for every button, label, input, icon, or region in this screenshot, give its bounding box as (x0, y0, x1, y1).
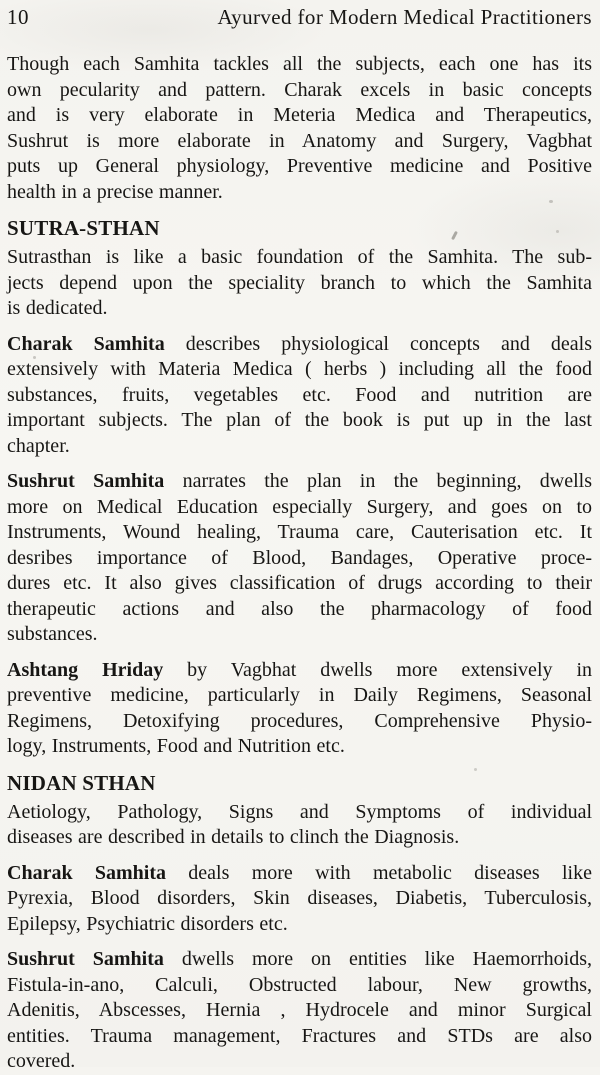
text-line (7, 597, 592, 623)
text-line (7, 154, 592, 180)
text-segment: diseases are described in details to clinch the Diagnosis. (7, 826, 460, 848)
text-line (7, 469, 592, 495)
text-segment: desribes importance of Blood, Bandages, Operative proce- (7, 546, 592, 569)
text-segment: dwells more on entities like Haemorrhoids, (163, 948, 593, 970)
text-segment: deals more with metabolic diseases like (166, 861, 592, 884)
bold-lead-in: Sushrut Samhita (7, 948, 164, 970)
text-segment: logy, Instruments, Food and Nutrition etc. (7, 735, 345, 757)
paragraph (7, 332, 592, 460)
text-segment: preventive medicine, particularly in Daily Regimens, Seasonal (7, 684, 592, 706)
paragraph (7, 245, 592, 322)
text-line (7, 383, 592, 409)
text-line (7, 357, 592, 383)
text-segment: important subjects. The plan of the book is put up in the last (7, 409, 592, 431)
bold-lead-in: Charak Samhita (7, 332, 165, 355)
bold-lead-in: Ashtang Hriday (7, 658, 164, 681)
text-segment: jects depend upon the speciality branch to which the Samhita (7, 271, 592, 294)
text-segment: narrates the plan in the beginning, dwells (164, 470, 593, 492)
text-line (7, 825, 592, 851)
text-segment: Though each Samhita tackles all the subjects, each one has its (7, 53, 592, 75)
text-segment: Adenitis, Abscesses, Hernia , Hydrocele and minor Surgical (7, 999, 592, 1021)
text-line (7, 622, 592, 648)
paragraph (7, 658, 592, 760)
text-line (7, 332, 592, 358)
section-heading: NIDAN STHAN (7, 770, 156, 795)
text-segment: extensively with Materia Medica ( herbs ) including all the food (7, 358, 592, 380)
paragraph (7, 947, 592, 1075)
text-line (7, 658, 592, 684)
text-line (7, 947, 592, 973)
paragraph (7, 861, 592, 938)
paragraph (7, 800, 592, 851)
page-number: 10 (7, 5, 29, 29)
text-line (7, 520, 592, 546)
text-line (7, 886, 592, 912)
text-line (7, 129, 592, 155)
text-segment: substances. (7, 623, 98, 645)
text-line (7, 495, 592, 521)
text-segment: Pyrexia, Blood disorders, Skin diseases, Diabetis, Tuberculosis, (7, 887, 592, 909)
paragraph (7, 52, 592, 205)
text-line (7, 180, 592, 206)
text-line (7, 734, 592, 760)
page-header (7, 4, 592, 30)
text-segment: puts up General physiology, Preventive medicine and Positive (7, 155, 592, 177)
text-line (7, 245, 592, 271)
text-line (7, 973, 592, 999)
text-segment: and is very elaborate in Meteria Medica and Therapeutics, (7, 104, 592, 126)
text-segment: substances, fruits, vegetables etc. Food and nutrition are (7, 383, 592, 406)
text-segment: Regimens, Detoxifying procedures, Comprehensive Physio- (7, 709, 592, 732)
text-line (7, 912, 592, 938)
section-heading: SUTRA-STHAN (7, 216, 160, 240)
text-line (7, 78, 592, 104)
text-segment: is dedicated. (7, 297, 108, 319)
text-segment: entities. Trauma management, Fractures and STDs are also (7, 1024, 592, 1047)
text-line (7, 800, 592, 826)
text-line (7, 861, 592, 887)
text-segment: by Vagbhat dwells more extensively in (163, 658, 592, 681)
text-segment: Sushrut is more elaborate in Anatomy and Surgery, Vagbhat (7, 129, 592, 152)
text-segment: describes physiological concepts and deals (164, 332, 592, 355)
text-segment: dures etc. It also gives classification of drugs according to their (7, 572, 592, 594)
text-segment: more on Medical Education especially Surgery, and goes on to (7, 495, 592, 518)
text-segment: own pecularity and pattern. Charak excels in basic concepts (7, 78, 592, 101)
text-segment: chapter. (7, 434, 70, 457)
text-segment: therapeutic actions and also the pharmacology of food (7, 597, 592, 620)
page-body (7, 52, 592, 1075)
text-segment: health in a precise manner. (7, 180, 223, 203)
text-segment: Fistula-in-ano, Calculi, Obstructed labour, New growths, (7, 973, 592, 996)
running-title: Ayurved for Modern Medical Practitioners (217, 5, 592, 29)
text-line (7, 998, 592, 1024)
text-line (7, 1024, 592, 1050)
text-line (7, 103, 592, 129)
text-line (7, 571, 592, 597)
text-line (7, 408, 592, 434)
text-segment: covered. (7, 1050, 76, 1072)
text-segment: Epilepsy, Psychiatric disorders etc. (7, 912, 288, 935)
text-line (7, 296, 592, 322)
text-line (7, 271, 592, 297)
text-segment: Instruments, Wound healing, Trauma care, Cauterisation etc. It (7, 521, 592, 543)
bold-lead-in: Sushrut Samhita (7, 470, 165, 492)
text-line (7, 546, 592, 572)
paragraph (7, 469, 592, 648)
text-line (7, 1049, 592, 1075)
text-line (7, 52, 592, 78)
bold-lead-in: Charak Samhita (7, 861, 166, 884)
text-segment: Aetiology, Pathology, Signs and Symptoms of individual (7, 800, 592, 823)
text-line (7, 434, 592, 460)
text-line (7, 709, 592, 735)
text-line (7, 683, 592, 709)
text-segment: Sutrasthan is like a basic foundation of the Samhita. The sub- (7, 246, 592, 268)
